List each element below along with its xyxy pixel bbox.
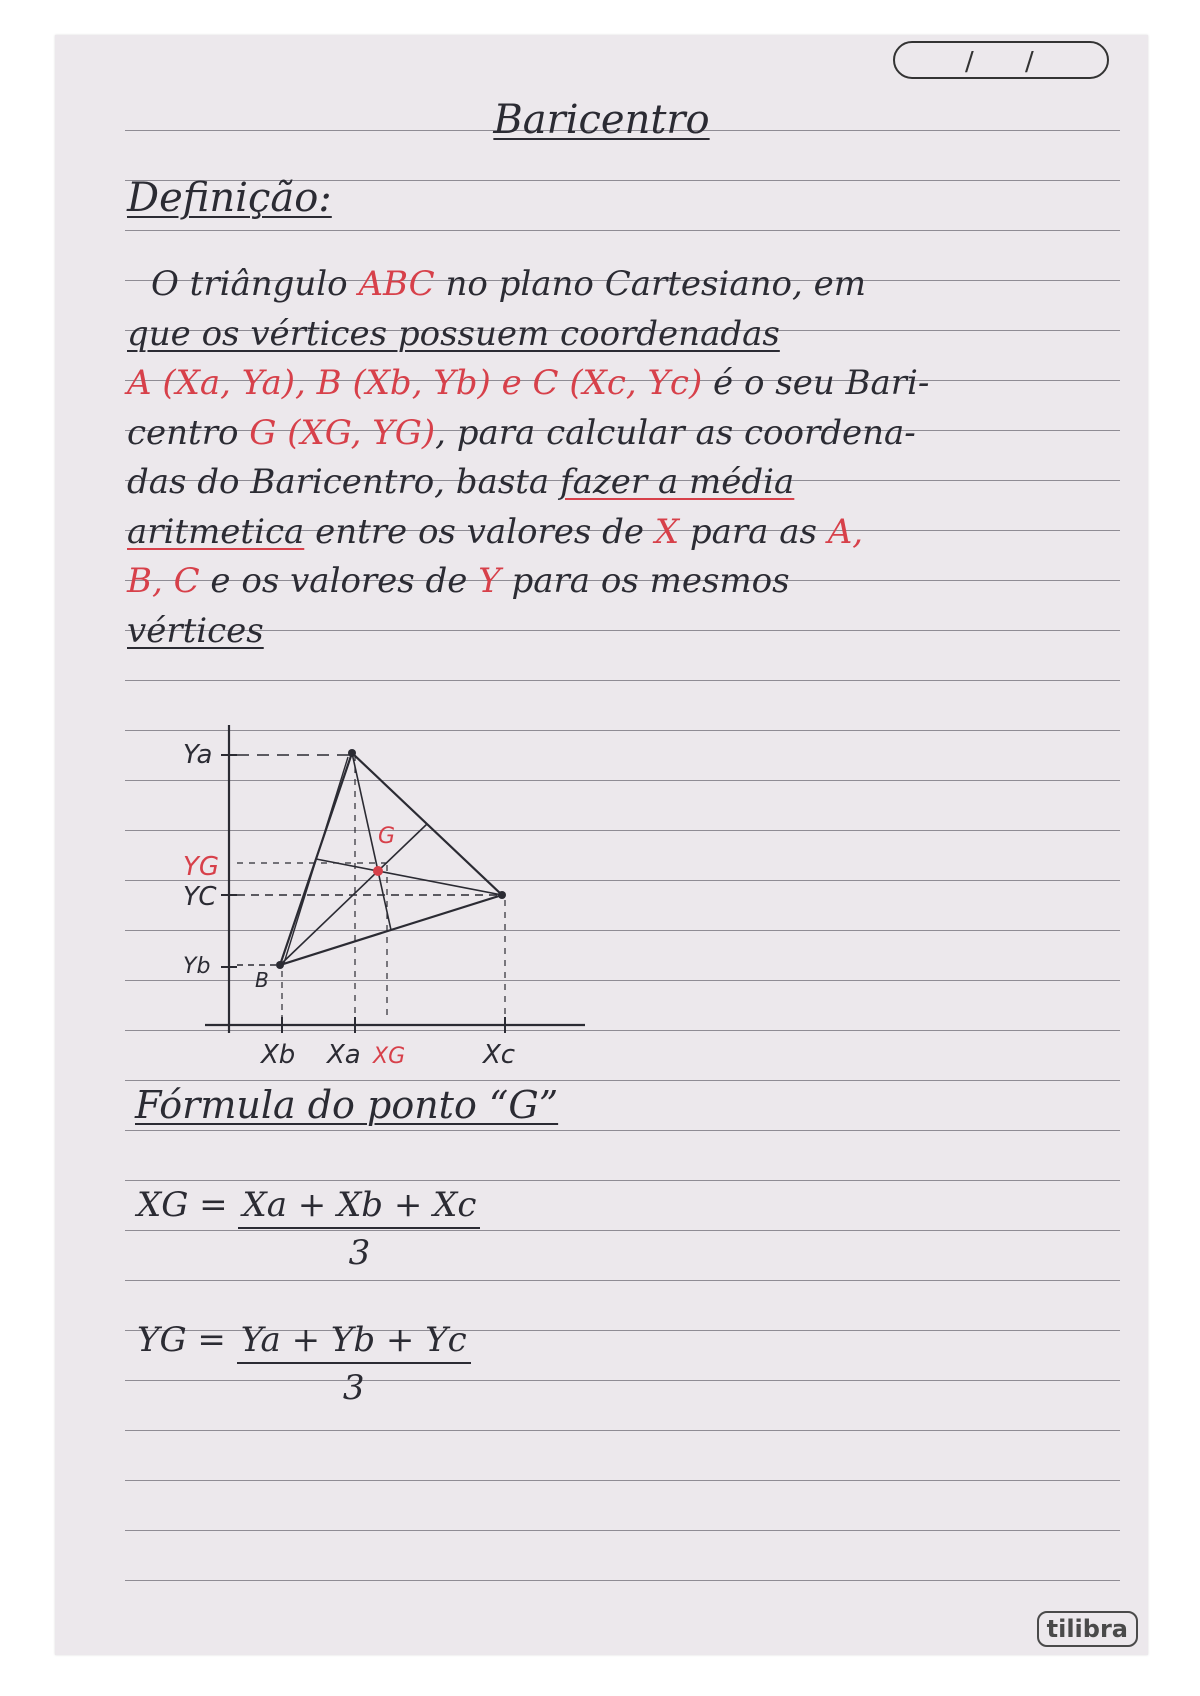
text-vertices: A (Xa, Ya), B (Xb, Yb) e C (Xc, Yc): [127, 363, 703, 403]
ruled-line: [125, 1580, 1120, 1581]
text-g: G (XG, YG): [249, 412, 436, 453]
definition-heading: Definição:: [127, 175, 332, 221]
text-segment: centro: [127, 412, 250, 453]
formula-yg-numerator: Ya + Yb + Yc: [237, 1320, 471, 1364]
text-segment: é o seu Bari-: [702, 363, 930, 403]
text-segment: e os valores de: [199, 561, 479, 601]
point-g-dot: [373, 866, 383, 876]
formula-xg-fraction: [238, 1185, 480, 1273]
ruled-line: [125, 1480, 1120, 1481]
para-line-6: [127, 508, 1127, 558]
ruled-line: [125, 1280, 1120, 1281]
ruled-line: [125, 1130, 1120, 1131]
para-line-5: [127, 458, 1127, 508]
ruled-line: [125, 1530, 1120, 1531]
text-segment: O triângulo: [151, 264, 359, 304]
point-b-dot: [276, 961, 284, 969]
ruled-line: [125, 1180, 1120, 1181]
formula-xg-denominator: 3: [348, 1233, 371, 1273]
formula-yg: [137, 1320, 471, 1408]
ruled-line: [125, 230, 1120, 231]
text-x: X: [654, 511, 680, 552]
text-abc: ABC: [358, 264, 435, 304]
label-xc: Xc: [483, 1040, 516, 1070]
median-b: [280, 824, 427, 965]
point-a: [348, 749, 356, 757]
date-slash-2: /: [1025, 47, 1034, 77]
para-line-2: que os vértices possuem coordenadas: [127, 313, 780, 354]
formula-xg-lhs: XG =: [137, 1185, 228, 1225]
text-segment: entre os valores de: [304, 511, 655, 552]
para-line-3: [127, 359, 1127, 409]
notebook-page: [55, 35, 1148, 1655]
text-a: A,: [827, 511, 864, 552]
label-xb: Xb: [261, 1040, 296, 1070]
para-line-7: [127, 557, 1127, 607]
date-slash-1: /: [965, 47, 974, 77]
text-y: Y: [478, 561, 501, 601]
label-xg: XG: [373, 1044, 406, 1069]
formula-xg-numerator: Xa + Xb + Xc: [238, 1185, 480, 1229]
point-c: [498, 891, 506, 899]
ruled-line: [125, 1430, 1120, 1431]
label-xa: Xa: [327, 1040, 361, 1070]
formula-title: Fórmula do ponto “G”: [135, 1083, 559, 1127]
date-box: [893, 41, 1109, 79]
brand-logo: tilibra: [1037, 1611, 1138, 1647]
para-line-4: [127, 409, 1127, 459]
para-line-1: [127, 260, 1127, 310]
para-line-8: vértices: [127, 610, 264, 651]
median-c: [316, 859, 502, 895]
formula-xg: [137, 1185, 480, 1273]
label-ya: Ya: [183, 740, 213, 770]
text-segment: das do Baricentro, basta: [127, 462, 561, 502]
label-yb: Yb: [183, 954, 211, 979]
text-segment: para os mesmos: [500, 561, 790, 601]
page-title: Baricentro: [493, 97, 710, 143]
label-yc: YC: [183, 882, 217, 912]
label-yg: YG: [183, 852, 220, 882]
ruled-line: [125, 680, 1120, 681]
text-aritmetica: aritmetica: [127, 511, 305, 552]
text-bc: B, C: [127, 561, 200, 601]
formula-yg-lhs: YG =: [137, 1320, 226, 1360]
text-segment: , para calcular as coordena-: [435, 412, 916, 453]
formula-yg-fraction: [237, 1320, 471, 1408]
triangle-edge-double: [284, 757, 348, 963]
formula-yg-denominator: 3: [342, 1368, 365, 1408]
label-point-b: B: [255, 968, 269, 992]
definition-paragraph: [127, 260, 1127, 656]
text-segment: para as: [679, 511, 828, 552]
barycenter-graph: [165, 725, 625, 1095]
text-segment: no plano Cartesiano, em: [434, 264, 866, 304]
label-point-g: G: [378, 824, 396, 849]
text-media: fazer a média: [560, 462, 795, 502]
